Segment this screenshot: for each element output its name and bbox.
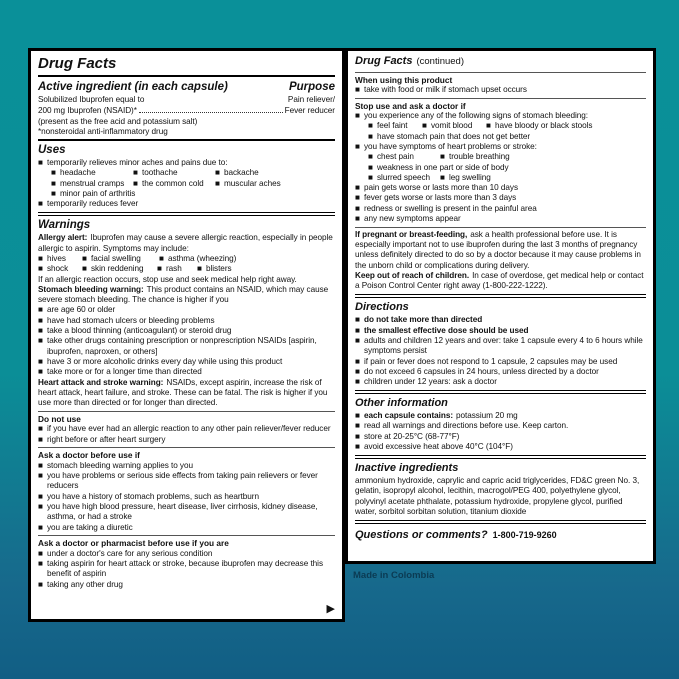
list-item	[368, 152, 440, 162]
list-item	[355, 111, 646, 121]
bullet-square-icon: ■	[38, 559, 43, 569]
list-item	[82, 254, 159, 264]
ingredient-line	[38, 105, 335, 116]
allergy-symptoms-row	[38, 264, 335, 274]
list-item	[368, 132, 646, 142]
bullet-square-icon: ■	[355, 214, 360, 224]
bullet-text: facial swelling	[91, 253, 141, 263]
inactive-ingredients-text: ammonium hydroxide, caprylic and capric acid triglycerides, FD&C green No. 3, gelatin, isopropyl alcohol, lecithin, macrogol/PEG 400, polyethylene glycol, polyvinyl acetate phthalate, potassium hydroxide, propylene glycol, purified water, sorbitol sorbitan solution, titanium dioxide	[355, 475, 640, 516]
when-using-heading: When using this product	[355, 74, 453, 85]
divider	[355, 390, 646, 394]
bullet-square-icon: ■	[51, 168, 56, 178]
bullet-text: you have high blood pressure, heart disease, liver cirrhosis, kidney disease, asthma, or had a stroke	[47, 502, 318, 522]
bullet-square-icon: ■	[38, 424, 43, 434]
bullet-square-icon: ■	[486, 121, 491, 131]
bullet-square-icon: ■	[38, 548, 43, 558]
bullet-text: taking any other drug	[47, 579, 123, 589]
pregnancy-text: ask a health professional before use. It is especially important not to use ibuprofen during the last 3 months of pregnancy unless definitely directed to do so by a doctor because it may cause problems in the unborn child or complications during delivery.	[355, 229, 641, 270]
bullet-square-icon: ■	[38, 522, 43, 532]
active-ingredient-header	[38, 79, 335, 95]
bullet-square-icon: ■	[51, 189, 56, 199]
bullet-text: skin reddening	[91, 264, 144, 274]
list-item	[38, 357, 335, 367]
bullet-square-icon: ■	[157, 264, 162, 274]
bullet-square-icon: ■	[355, 142, 360, 151]
list-item	[38, 264, 82, 274]
divider	[355, 72, 646, 73]
bullet-text: asthma (wheezing)	[168, 253, 237, 263]
allergy-alert-text: Ibuprofen may cause a severe allergic reaction, especially in people allergic to aspirin. Symptoms may include:	[38, 233, 333, 253]
drug-facts-title: Drug Facts	[355, 55, 413, 67]
bullet-text: feel faint	[377, 121, 408, 131]
list-item	[38, 492, 335, 502]
ingredient-dose: 200 mg Ibuprofen (NSAID)*	[38, 106, 137, 116]
bullet-text: store at 20-25°C (68-77°F)	[364, 431, 460, 441]
bullet-square-icon: ■	[38, 434, 43, 444]
keep-out-of-reach-lead: Keep out of reach of children.	[355, 271, 470, 281]
list-item	[355, 214, 646, 224]
list-item	[38, 502, 335, 523]
capsule-contains-value: potassium 20 mg	[456, 411, 518, 421]
bullet-square-icon: ■	[38, 471, 43, 481]
heart-attack-lead: Heart attack and stroke warning:	[38, 377, 164, 387]
bullet-text: redness or swelling is present in the painful area	[364, 203, 537, 213]
list-item	[355, 367, 646, 377]
bullet-text: if pain or fever does not respond to 1 capsule, 2 capsules may be used	[364, 356, 618, 366]
bullet-square-icon: ■	[368, 131, 373, 141]
bullet-text: taking aspirin for heart attack or stroke, because ibuprofen may decrease this benefit of aspirin	[47, 559, 323, 579]
bullet-square-icon: ■	[38, 315, 43, 325]
bullet-text: chest pain	[377, 152, 414, 162]
ask-doctor-pharmacist-heading: Ask a doctor or pharmacist before use if you are	[38, 538, 229, 549]
made-in-label: Made in Colombia	[353, 570, 435, 581]
list-item	[133, 179, 215, 189]
list-item	[368, 163, 646, 173]
bullet-square-icon: ■	[368, 162, 373, 172]
bullet-text: shock	[47, 264, 69, 274]
bullet-text: rash	[166, 264, 182, 274]
list-item	[355, 142, 646, 152]
bullet-text: you are taking a diuretic	[47, 522, 133, 532]
bullet-text	[364, 411, 646, 421]
bullet-square-icon: ■	[38, 336, 43, 346]
allergy-symptoms-row	[38, 254, 335, 264]
bullet-text: read all warnings and directions before use. Keep carton.	[364, 421, 569, 431]
bullet-text: menstrual cramps	[60, 178, 125, 188]
list-item	[133, 168, 215, 178]
list-item	[38, 424, 335, 434]
bullet-text: vomit blood	[431, 121, 473, 131]
bullet-text: have bloody or black stools	[495, 121, 593, 131]
list-item	[51, 168, 133, 178]
bullet-square-icon: ■	[355, 335, 360, 345]
bullet-square-icon: ■	[197, 264, 202, 274]
questions-heading: Questions or comments?	[355, 528, 488, 541]
bullet-square-icon: ■	[355, 366, 360, 376]
bullet-text: under a doctor's care for any serious condition	[47, 548, 213, 558]
divider	[38, 75, 335, 77]
bullet-text: are age 60 or older	[47, 305, 116, 315]
list-item	[355, 377, 646, 387]
uses-heading: Uses	[38, 144, 66, 157]
bullet-text: temporarily relieves minor aches and pains due to:	[47, 158, 228, 168]
continued-arrow-icon: ▶	[326, 603, 335, 615]
bullet-square-icon: ■	[440, 172, 445, 182]
bullet-square-icon: ■	[355, 111, 360, 121]
list-item	[355, 432, 646, 442]
questions-phone-number: 1-800-719-9260	[492, 529, 557, 540]
bullet-square-icon: ■	[38, 264, 43, 274]
list-item	[38, 461, 335, 471]
divider	[38, 212, 335, 216]
keep-out-of-reach-text: In case of overdose, get medical help or contact a Poison Control Center right away (1-800-222-1222).	[355, 271, 644, 291]
purpose-value: Fever reducer	[284, 106, 335, 116]
bullet-text: trouble breathing	[449, 152, 510, 162]
bullet-text: have had stomach ulcers or bleeding problems	[47, 315, 215, 325]
bullet-square-icon: ■	[159, 253, 164, 263]
bullet-square-icon: ■	[355, 183, 360, 193]
drug-facts-continued-title	[355, 53, 646, 69]
list-item	[368, 173, 440, 183]
bullet-text: any new symptoms appear	[364, 214, 461, 224]
bullet-text: the common cold	[142, 178, 204, 188]
pregnancy-lead: If pregnant or breast-feeding,	[355, 229, 468, 239]
list-item	[355, 411, 646, 421]
drug-facts-title: Drug Facts	[38, 55, 117, 72]
bullet-square-icon: ■	[368, 121, 373, 131]
list-item	[486, 121, 592, 131]
list-item	[38, 435, 335, 445]
bullet-text: you experience any of the following signs of stomach bleeding:	[364, 111, 589, 121]
divider	[38, 139, 335, 141]
list-item	[215, 179, 281, 189]
list-item	[38, 199, 335, 209]
bullet-text: toothache	[142, 168, 178, 178]
list-item	[38, 471, 335, 492]
bullet-square-icon: ■	[355, 356, 360, 366]
bullet-text: avoid excessive heat above 40°C (104°F)	[364, 442, 513, 451]
list-item	[51, 179, 133, 189]
drug-facts-right-panel	[345, 48, 656, 564]
heart-attack-text: NSAIDs, except aspirin, increase the risk of heart attack, heart failure, and stroke. These can be fatal. The risk is higher if you use more than directed or for longer than directed.	[38, 377, 328, 408]
bullet-text: you have a history of stomach problems, such as heartburn	[47, 491, 259, 501]
ingredient-name: Solubilized Ibuprofen equal to	[38, 95, 145, 104]
bullet-square-icon: ■	[38, 356, 43, 366]
stroke-signs-row	[368, 152, 646, 162]
bullet-square-icon: ■	[38, 502, 43, 511]
bullet-square-icon: ■	[215, 178, 220, 188]
bullet-square-icon: ■	[368, 172, 373, 182]
list-item	[82, 264, 157, 274]
list-item	[422, 121, 486, 131]
bullet-text: have stomach pain that does not get better	[377, 131, 531, 141]
bullet-text: children under 12 years: ask a doctor	[364, 377, 497, 387]
bullet-text: muscular aches	[224, 178, 281, 188]
list-item	[38, 254, 82, 264]
do-not-use-heading: Do not use	[38, 413, 81, 424]
bullet-text: do not exceed 6 capsules in 24 hours, unless directed by a doctor	[364, 366, 599, 376]
stomach-bleeding-text: This product contains an NSAID, which may cause severe stomach bleeding. The chance is higher if you	[38, 284, 329, 305]
ingredient-line	[38, 95, 335, 105]
list-item	[159, 254, 236, 264]
bullet-text: pain gets worse or lasts more than 10 days	[364, 183, 518, 193]
bullet-square-icon: ■	[355, 377, 360, 387]
divider	[355, 455, 646, 459]
bullet-square-icon: ■	[38, 158, 43, 168]
divider	[38, 447, 335, 448]
keep-out-of-reach-paragraph	[355, 271, 646, 292]
bullet-text: stomach bleeding warning applies to you	[47, 460, 193, 470]
list-item	[215, 168, 259, 178]
divider	[355, 227, 646, 228]
list-item	[355, 85, 646, 95]
list-item	[355, 326, 646, 336]
bullet-text: slurred speech	[377, 172, 431, 182]
list-item	[368, 121, 422, 131]
bullet-text: if you have ever had an allergic reaction to any other pain reliever/fever reducer	[47, 424, 331, 434]
bullet-text: adults and children 12 years and over: take 1 capsule every 4 to 6 hours while symptoms persist	[364, 335, 643, 356]
bullet-text: fever gets worse or lasts more than 3 days	[364, 193, 517, 203]
bullet-text: weakness in one part or side of body	[377, 162, 509, 172]
bullet-text: hives	[47, 253, 66, 263]
bullet-square-icon: ■	[133, 178, 138, 188]
list-item	[38, 367, 335, 377]
stop-use-heading: Stop use and ask a doctor if	[355, 100, 466, 111]
dotted-leader	[139, 105, 283, 113]
bullet-square-icon: ■	[355, 442, 360, 451]
list-item	[355, 193, 646, 203]
stomach-bleeding-lead: Stomach bleeding warning:	[38, 284, 144, 294]
list-item	[355, 442, 646, 452]
drug-facts-left-panel	[28, 48, 345, 622]
active-ingredient-heading: Active ingredient (in each capsule)	[38, 81, 228, 93]
bullet-square-icon: ■	[355, 193, 360, 203]
purpose-heading: Purpose	[288, 81, 335, 93]
allergy-alert-lead: Allergy alert:	[38, 233, 88, 243]
list-item	[38, 326, 335, 336]
list-item	[38, 305, 335, 315]
bullet-square-icon: ■	[38, 253, 43, 263]
list-item	[38, 336, 335, 357]
ingredient-note: (present as the free acid and potassium salt)	[38, 116, 198, 126]
bullet-square-icon: ■	[82, 264, 87, 274]
bullet-square-icon: ■	[355, 84, 360, 94]
bullet-text: take other drugs containing prescription or nonprescription NSAIDs [aspirin, ibuprofen, naproxen, or others]	[47, 336, 317, 356]
bullet-text: headache	[60, 168, 96, 178]
list-item	[440, 152, 510, 162]
bullet-square-icon: ■	[355, 325, 360, 335]
stroke-signs-row	[368, 173, 646, 183]
bullet-square-icon: ■	[215, 168, 220, 178]
ingredient-footnote: *nonsteroidal anti-inflammatory drug	[38, 126, 168, 136]
allergy-close-text: If an allergic reaction occurs, stop use and seek medical help right away.	[38, 274, 297, 284]
bullet-square-icon: ■	[355, 421, 360, 431]
pregnancy-paragraph	[355, 230, 646, 271]
bullet-square-icon: ■	[38, 326, 43, 336]
bullet-square-icon: ■	[355, 411, 360, 421]
warnings-heading: Warnings	[38, 219, 91, 232]
allergy-alert-paragraph	[38, 233, 335, 254]
bullet-square-icon: ■	[38, 199, 43, 209]
bleeding-signs-row	[368, 121, 646, 131]
purpose-value: Pain reliever/	[287, 95, 335, 104]
bullet-square-icon: ■	[38, 305, 43, 315]
bullet-text: take more or for a longer time than directed	[47, 367, 202, 377]
bullet-text: blisters	[206, 264, 232, 274]
divider	[355, 98, 646, 99]
list-item	[38, 559, 335, 580]
capsule-contains-lead: each capsule contains:	[364, 411, 453, 421]
list-item	[38, 580, 335, 590]
bullet-square-icon: ■	[355, 315, 360, 325]
list-item	[38, 316, 335, 326]
inactive-ingredients-heading: Inactive ingredients	[355, 461, 459, 474]
bullet-square-icon: ■	[38, 367, 43, 377]
bullet-text: you have problems or serious side effects from taking pain relievers or fever reducers	[47, 471, 318, 491]
bullet-text: have 3 or more alcoholic drinks every day while using this product	[47, 356, 283, 366]
list-item	[355, 315, 646, 325]
bullet-text: take a blood thinning (anticoagulant) or steroid drug	[47, 326, 232, 336]
list-item	[355, 336, 646, 357]
bullet-square-icon: ■	[355, 431, 360, 441]
divider	[355, 294, 646, 298]
bullet-square-icon: ■	[422, 121, 427, 131]
list-item	[38, 158, 335, 168]
bullet-square-icon: ■	[440, 152, 445, 162]
divider	[38, 535, 335, 536]
uses-grid-row	[51, 189, 335, 199]
directions-heading: Directions	[355, 301, 409, 314]
bullet-text: backache	[224, 168, 259, 178]
bullet-text: take with food or milk if stomach upset occurs	[364, 84, 527, 94]
heart-attack-paragraph	[38, 378, 335, 409]
ask-doctor-heading: Ask a doctor before use if	[38, 450, 140, 461]
bullet-text: leg swelling	[449, 172, 491, 182]
bullet-square-icon: ■	[38, 579, 43, 589]
bullet-text: temporarily reduces fever	[47, 199, 139, 209]
list-item	[355, 421, 646, 431]
uses-grid-row	[51, 179, 335, 189]
divider	[355, 520, 646, 524]
list-item	[355, 183, 646, 193]
continued-label: (continued)	[416, 56, 464, 67]
list-item	[38, 549, 335, 559]
bullet-text: the smallest effective dose should be used	[364, 325, 529, 335]
list-item	[197, 264, 232, 274]
uses-grid-row	[51, 168, 335, 178]
bullet-text: do not take more than directed	[364, 315, 483, 325]
other-information-heading: Other information	[355, 397, 448, 410]
bullet-square-icon: ■	[38, 491, 43, 501]
list-item	[38, 523, 335, 533]
bullet-square-icon: ■	[38, 460, 43, 470]
divider	[38, 411, 335, 412]
list-item	[355, 357, 646, 367]
questions-row	[355, 526, 646, 545]
bullet-square-icon: ■	[51, 178, 56, 188]
list-item	[157, 264, 197, 274]
bullet-square-icon: ■	[368, 152, 373, 162]
bullet-square-icon: ■	[133, 168, 138, 178]
list-item	[355, 204, 646, 214]
list-item	[440, 173, 491, 183]
bullet-text: you have symptoms of heart problems or stroke:	[364, 142, 537, 151]
bullet-text: right before or after heart surgery	[47, 434, 166, 444]
stomach-bleeding-paragraph	[38, 285, 335, 306]
bullet-square-icon: ■	[355, 203, 360, 213]
bullet-text: minor pain of arthritis	[60, 189, 136, 199]
list-item	[51, 189, 135, 199]
bullet-square-icon: ■	[82, 253, 87, 263]
